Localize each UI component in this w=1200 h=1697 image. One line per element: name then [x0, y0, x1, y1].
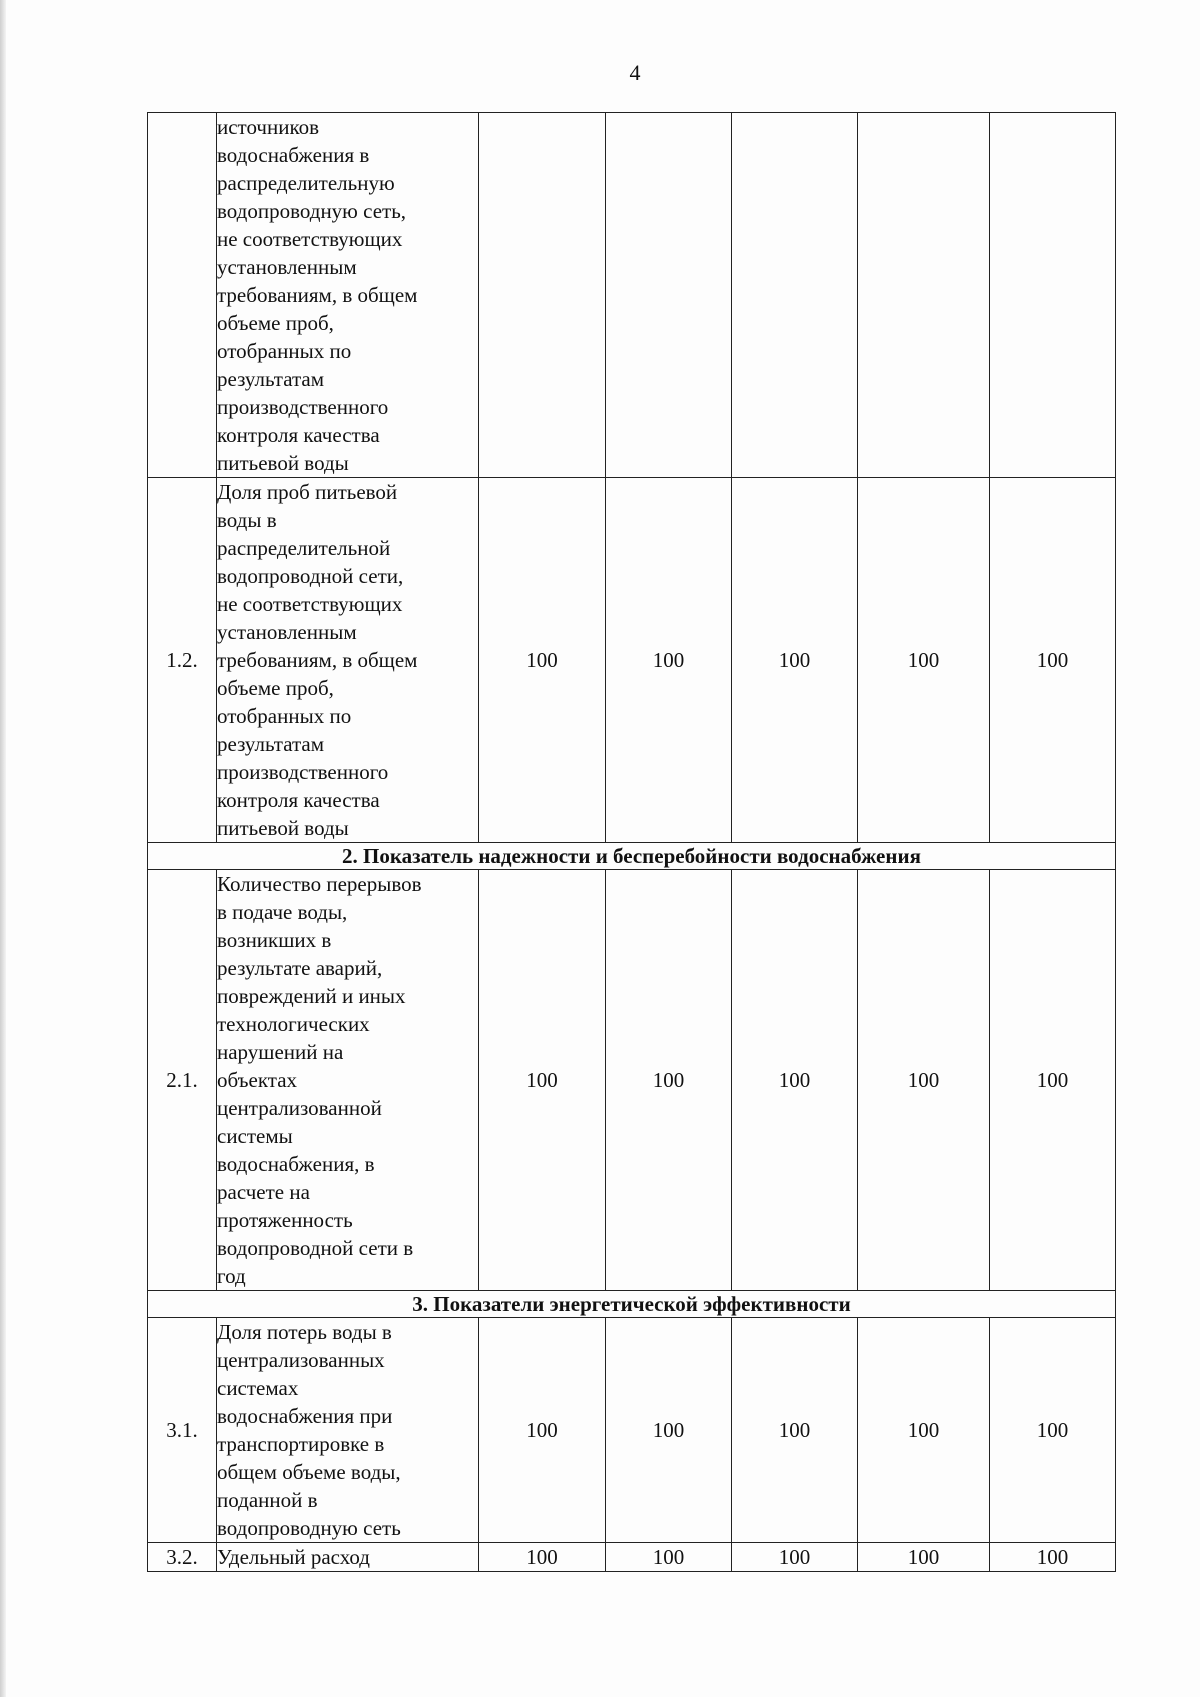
value-cell: 100	[606, 1318, 732, 1543]
desc-line: повреждений и иных	[217, 984, 406, 1008]
table-row	[148, 478, 1116, 843]
desc-line: возникших в	[217, 928, 332, 952]
desc-line: воды в	[217, 508, 277, 532]
desc-line: водопроводной сети в	[217, 1236, 414, 1260]
value-cell: 100	[479, 1318, 606, 1543]
desc-line: водопроводной сети,	[217, 564, 404, 588]
desc-line: водоснабжения, в	[217, 1152, 375, 1176]
desc-line: не соответствующих	[217, 592, 403, 616]
desc-line: водопроводную сеть,	[217, 199, 407, 223]
desc-line: источников	[217, 115, 320, 139]
desc-line: установленным	[217, 255, 357, 279]
table-row	[148, 1543, 1116, 1572]
desc-line: системах	[217, 1376, 299, 1400]
desc-line: транспортировке в	[217, 1432, 385, 1456]
section-row	[148, 843, 1116, 870]
desc-line: питьевой воды	[217, 816, 349, 840]
value-cell: 100	[858, 870, 990, 1291]
desc-line: требованиям, в общем	[217, 283, 418, 307]
value-cell	[732, 113, 858, 478]
value-cell: 100	[990, 1318, 1116, 1543]
desc-line: централизованных	[217, 1348, 385, 1372]
desc-line: расчете на	[217, 1180, 310, 1204]
page-number: 4	[629, 60, 641, 85]
desc-line: питьевой воды	[217, 451, 349, 475]
value-cell	[479, 113, 606, 478]
desc-line: производственного	[217, 395, 389, 419]
table-row	[148, 870, 1116, 1291]
desc-line: Доля проб питьевой	[217, 480, 398, 504]
value-cell: 100	[858, 478, 990, 843]
desc-line: контроля качества	[217, 423, 380, 447]
section-title: 2. Показатель надежности и бесперебойности водоснабжения	[148, 843, 1116, 870]
value-cell: 100	[732, 478, 858, 843]
desc-line: общем объеме воды,	[217, 1460, 401, 1484]
row-description	[217, 113, 479, 478]
indicators-table	[147, 112, 1116, 1572]
table-row	[148, 113, 1116, 478]
desc-line: результатам	[217, 367, 325, 391]
row-description	[217, 1318, 479, 1543]
value-cell: 100	[606, 1543, 732, 1572]
desc-line: результате аварий,	[217, 956, 383, 980]
desc-line: не соответствующих	[217, 227, 403, 251]
value-cell: 100	[858, 1543, 990, 1572]
desc-line: Удельный расход	[217, 1545, 370, 1569]
desc-line: системы	[217, 1124, 293, 1148]
value-cell: 100	[858, 1318, 990, 1543]
desc-line: отобранных по	[217, 704, 352, 728]
value-cell: 100	[732, 1318, 858, 1543]
value-cell	[858, 113, 990, 478]
desc-line: водоснабжения в	[217, 143, 370, 167]
desc-line: поданной в	[217, 1488, 318, 1512]
row-description	[217, 478, 479, 843]
desc-line: контроля качества	[217, 788, 380, 812]
desc-line: объектах	[217, 1068, 298, 1092]
value-cell: 100	[732, 870, 858, 1291]
value-cell: 100	[479, 1543, 606, 1572]
value-cell	[606, 113, 732, 478]
desc-line: нарушений на	[217, 1040, 344, 1064]
desc-line: технологических	[217, 1012, 370, 1036]
desc-line: распределительную	[217, 171, 395, 195]
value-cell: 100	[479, 870, 606, 1291]
desc-line: распределительной	[217, 536, 391, 560]
desc-line: год	[217, 1264, 246, 1288]
value-cell: 100	[732, 1543, 858, 1572]
desc-line: объеме проб,	[217, 676, 334, 700]
row-number: 3.2.	[148, 1543, 217, 1572]
value-cell: 100	[990, 870, 1116, 1291]
row-description	[217, 1543, 479, 1572]
desc-line: централизованной	[217, 1096, 382, 1120]
desc-line: объеме проб,	[217, 311, 334, 335]
value-cell: 100	[479, 478, 606, 843]
row-number	[148, 113, 217, 478]
row-description	[217, 870, 479, 1291]
section-title: 3. Показатели энергетической эффективности	[148, 1291, 1116, 1318]
value-cell	[990, 113, 1116, 478]
table-row	[148, 1318, 1116, 1543]
value-cell: 100	[606, 870, 732, 1291]
desc-line: производственного	[217, 760, 389, 784]
desc-line: Доля потерь воды в	[217, 1320, 392, 1344]
value-cell: 100	[606, 478, 732, 843]
section-row	[148, 1291, 1116, 1318]
desc-line: установленным	[217, 620, 357, 644]
desc-line: Количество перерывов	[217, 872, 422, 896]
value-cell: 100	[990, 1543, 1116, 1572]
row-number: 3.1.	[148, 1318, 217, 1543]
desc-line: протяженность	[217, 1208, 353, 1232]
value-cell: 100	[990, 478, 1116, 843]
scan-edge	[0, 0, 6, 1697]
desc-line: отобранных по	[217, 339, 352, 363]
desc-line: результатам	[217, 732, 325, 756]
row-number: 2.1.	[148, 870, 217, 1291]
desc-line: водопроводную сеть	[217, 1516, 401, 1540]
desc-line: в подаче воды,	[217, 900, 348, 924]
row-number: 1.2.	[148, 478, 217, 843]
desc-line: требованиям, в общем	[217, 648, 418, 672]
desc-line: водоснабжения при	[217, 1404, 393, 1428]
